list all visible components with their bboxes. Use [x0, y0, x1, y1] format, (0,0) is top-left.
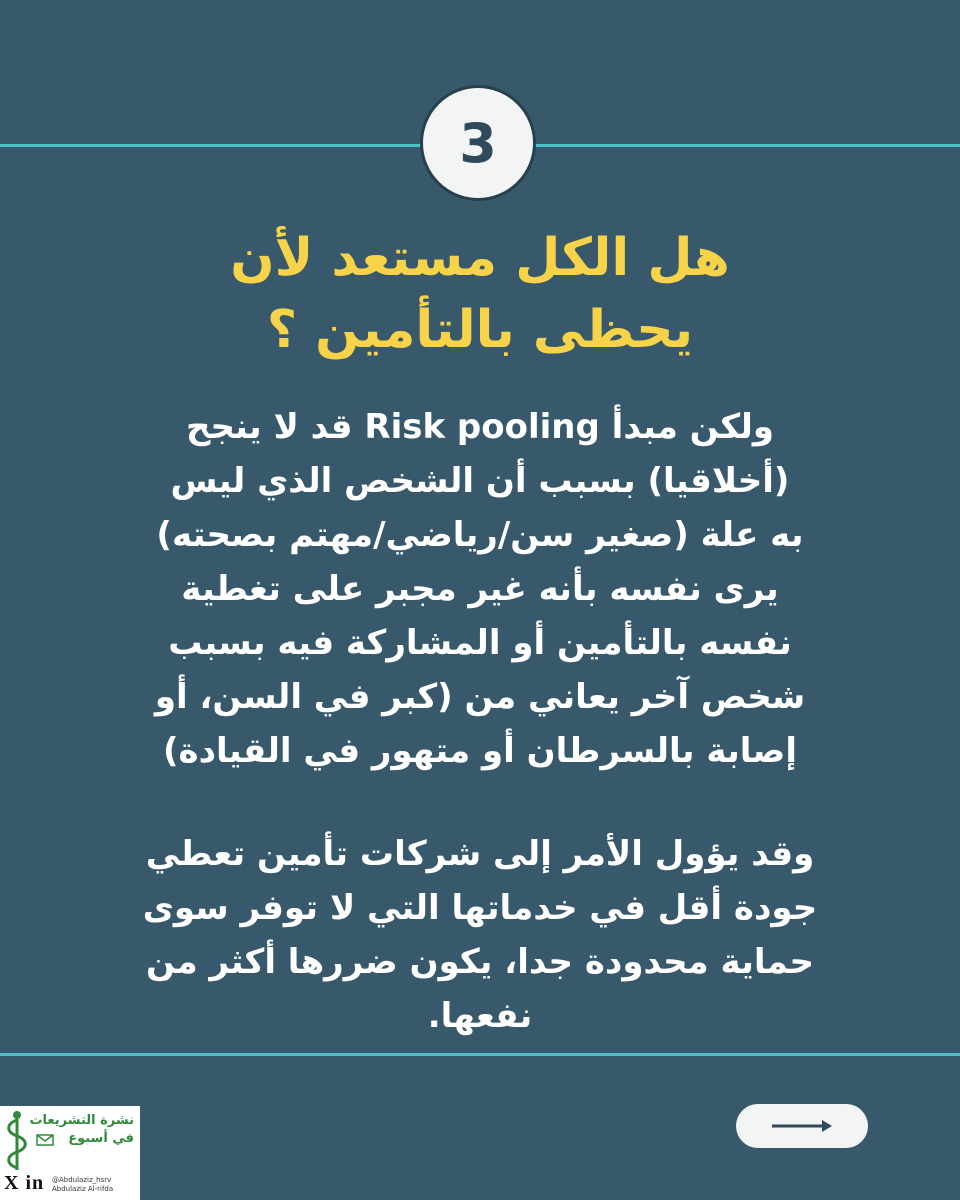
logo-title	[14, 1112, 134, 1148]
paragraph-2	[70, 827, 890, 1043]
paragraph-1-line: به علة (صغير سن/رياضي/مهتم بصحته)	[156, 515, 804, 555]
paragraph-1-line: نفسه بالتأمين أو المشاركة فيه بسبب	[168, 623, 792, 663]
envelope-icon	[36, 1134, 54, 1146]
next-slide-button[interactable]	[736, 1104, 868, 1148]
paragraph-1-line: شخص آخر يعاني من (كبر في السن، أو	[154, 677, 806, 717]
bottom-divider-line	[0, 1053, 960, 1056]
paragraph-2-line: نفعها.	[427, 996, 533, 1036]
paragraph-1	[70, 400, 890, 778]
paragraph-1-line: ولكن مبدأ Risk pooling قد لا ينجح	[186, 407, 774, 447]
headline	[80, 222, 880, 366]
logo-handle	[52, 1176, 140, 1194]
headline-line-2: يحظى بالتأمين ؟	[266, 300, 694, 360]
logo-title-line-2: في أسبوع	[68, 1131, 134, 1146]
paragraph-2-line: جودة أقل في خدماتها التي لا توفر سوى	[142, 888, 818, 928]
social-icons: X in	[4, 1172, 45, 1194]
slide-number-badge	[420, 85, 536, 201]
logo-handle-line-2: Abdulaziz Al-rifda	[52, 1185, 114, 1193]
arrow-right-icon	[770, 1119, 834, 1133]
paragraph-2-line: حماية محدودة جدا، يكون ضررها أكثر من	[146, 942, 814, 982]
brand-logo	[0, 1106, 140, 1200]
logo-handle-line-1: @Abdulaziz_hsrv	[52, 1176, 112, 1184]
headline-line-1: هل الكل مستعد لأن	[230, 228, 730, 288]
paragraph-1-line: يرى نفسه بأنه غير مجبر على تغطية	[181, 569, 779, 609]
paragraph-1-line: إصابة بالسرطان أو متهور في القيادة)	[162, 731, 797, 771]
paragraph-2-line: وقد يؤول الأمر إلى شركات تأمين تعطي	[145, 834, 815, 874]
logo-title-line-1: نشرة التشريعات	[29, 1113, 134, 1128]
slide-number: 3	[459, 111, 497, 175]
paragraph-1-line: (أخلاقيا) بسبب أن الشخص الذي ليس	[170, 461, 790, 501]
